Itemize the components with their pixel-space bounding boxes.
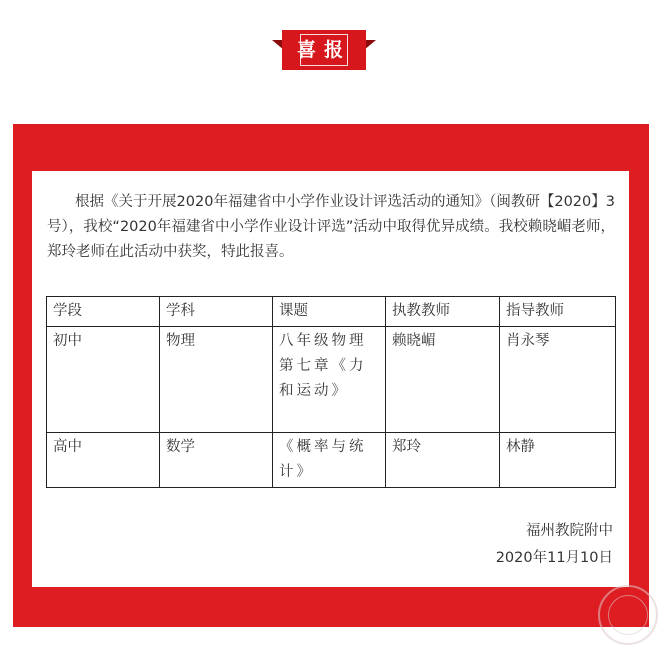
cell-teacher: 赖晓嵋 [386, 327, 500, 433]
banner-body [282, 30, 366, 70]
header-topic: 课题 [273, 297, 386, 327]
header-subject: 学科 [160, 297, 273, 327]
award-table [46, 296, 616, 488]
cell-teacher: 郑玲 [386, 433, 500, 488]
cell-advisor: 肖永琴 [500, 327, 616, 433]
cell-topic: 《概率与统计》 [273, 433, 386, 488]
header-stage: 学段 [47, 297, 160, 327]
header-advisor: 指导教师 [500, 297, 616, 327]
notice-text: 根据《关于开展2020年福建省中小学作业设计评选活动的通知》（闽教研【2020】3号），我校“2020年福建省中小学作业设计评选”活动中取得优异成绩。我校赖晓嵋老师，郑玲老师在此活动中获奖，特此报喜。 [47, 194, 615, 260]
table-row [47, 327, 616, 433]
watermark-seal-icon [598, 585, 658, 645]
banner-title: 喜报 [296, 39, 351, 61]
cell-advisor: 林静 [500, 433, 616, 488]
table-row [47, 433, 616, 488]
banner-inner-border [300, 34, 348, 66]
seal-inner-ring [608, 595, 648, 635]
cell-stage: 初中 [47, 327, 160, 433]
signature-date: 2020年11月10日 [495, 550, 613, 566]
title-banner [272, 30, 376, 70]
header-teacher: 执教教师 [386, 297, 500, 327]
table-header-row [47, 297, 616, 327]
signature-org: 福州教院附中 [526, 523, 613, 539]
cell-subject: 物理 [160, 327, 273, 433]
cell-topic: 八年级物理 第七章《力和运动》 [273, 327, 386, 433]
cell-stage: 高中 [47, 433, 160, 488]
signature-block [496, 518, 613, 572]
cell-subject: 数学 [160, 433, 273, 488]
